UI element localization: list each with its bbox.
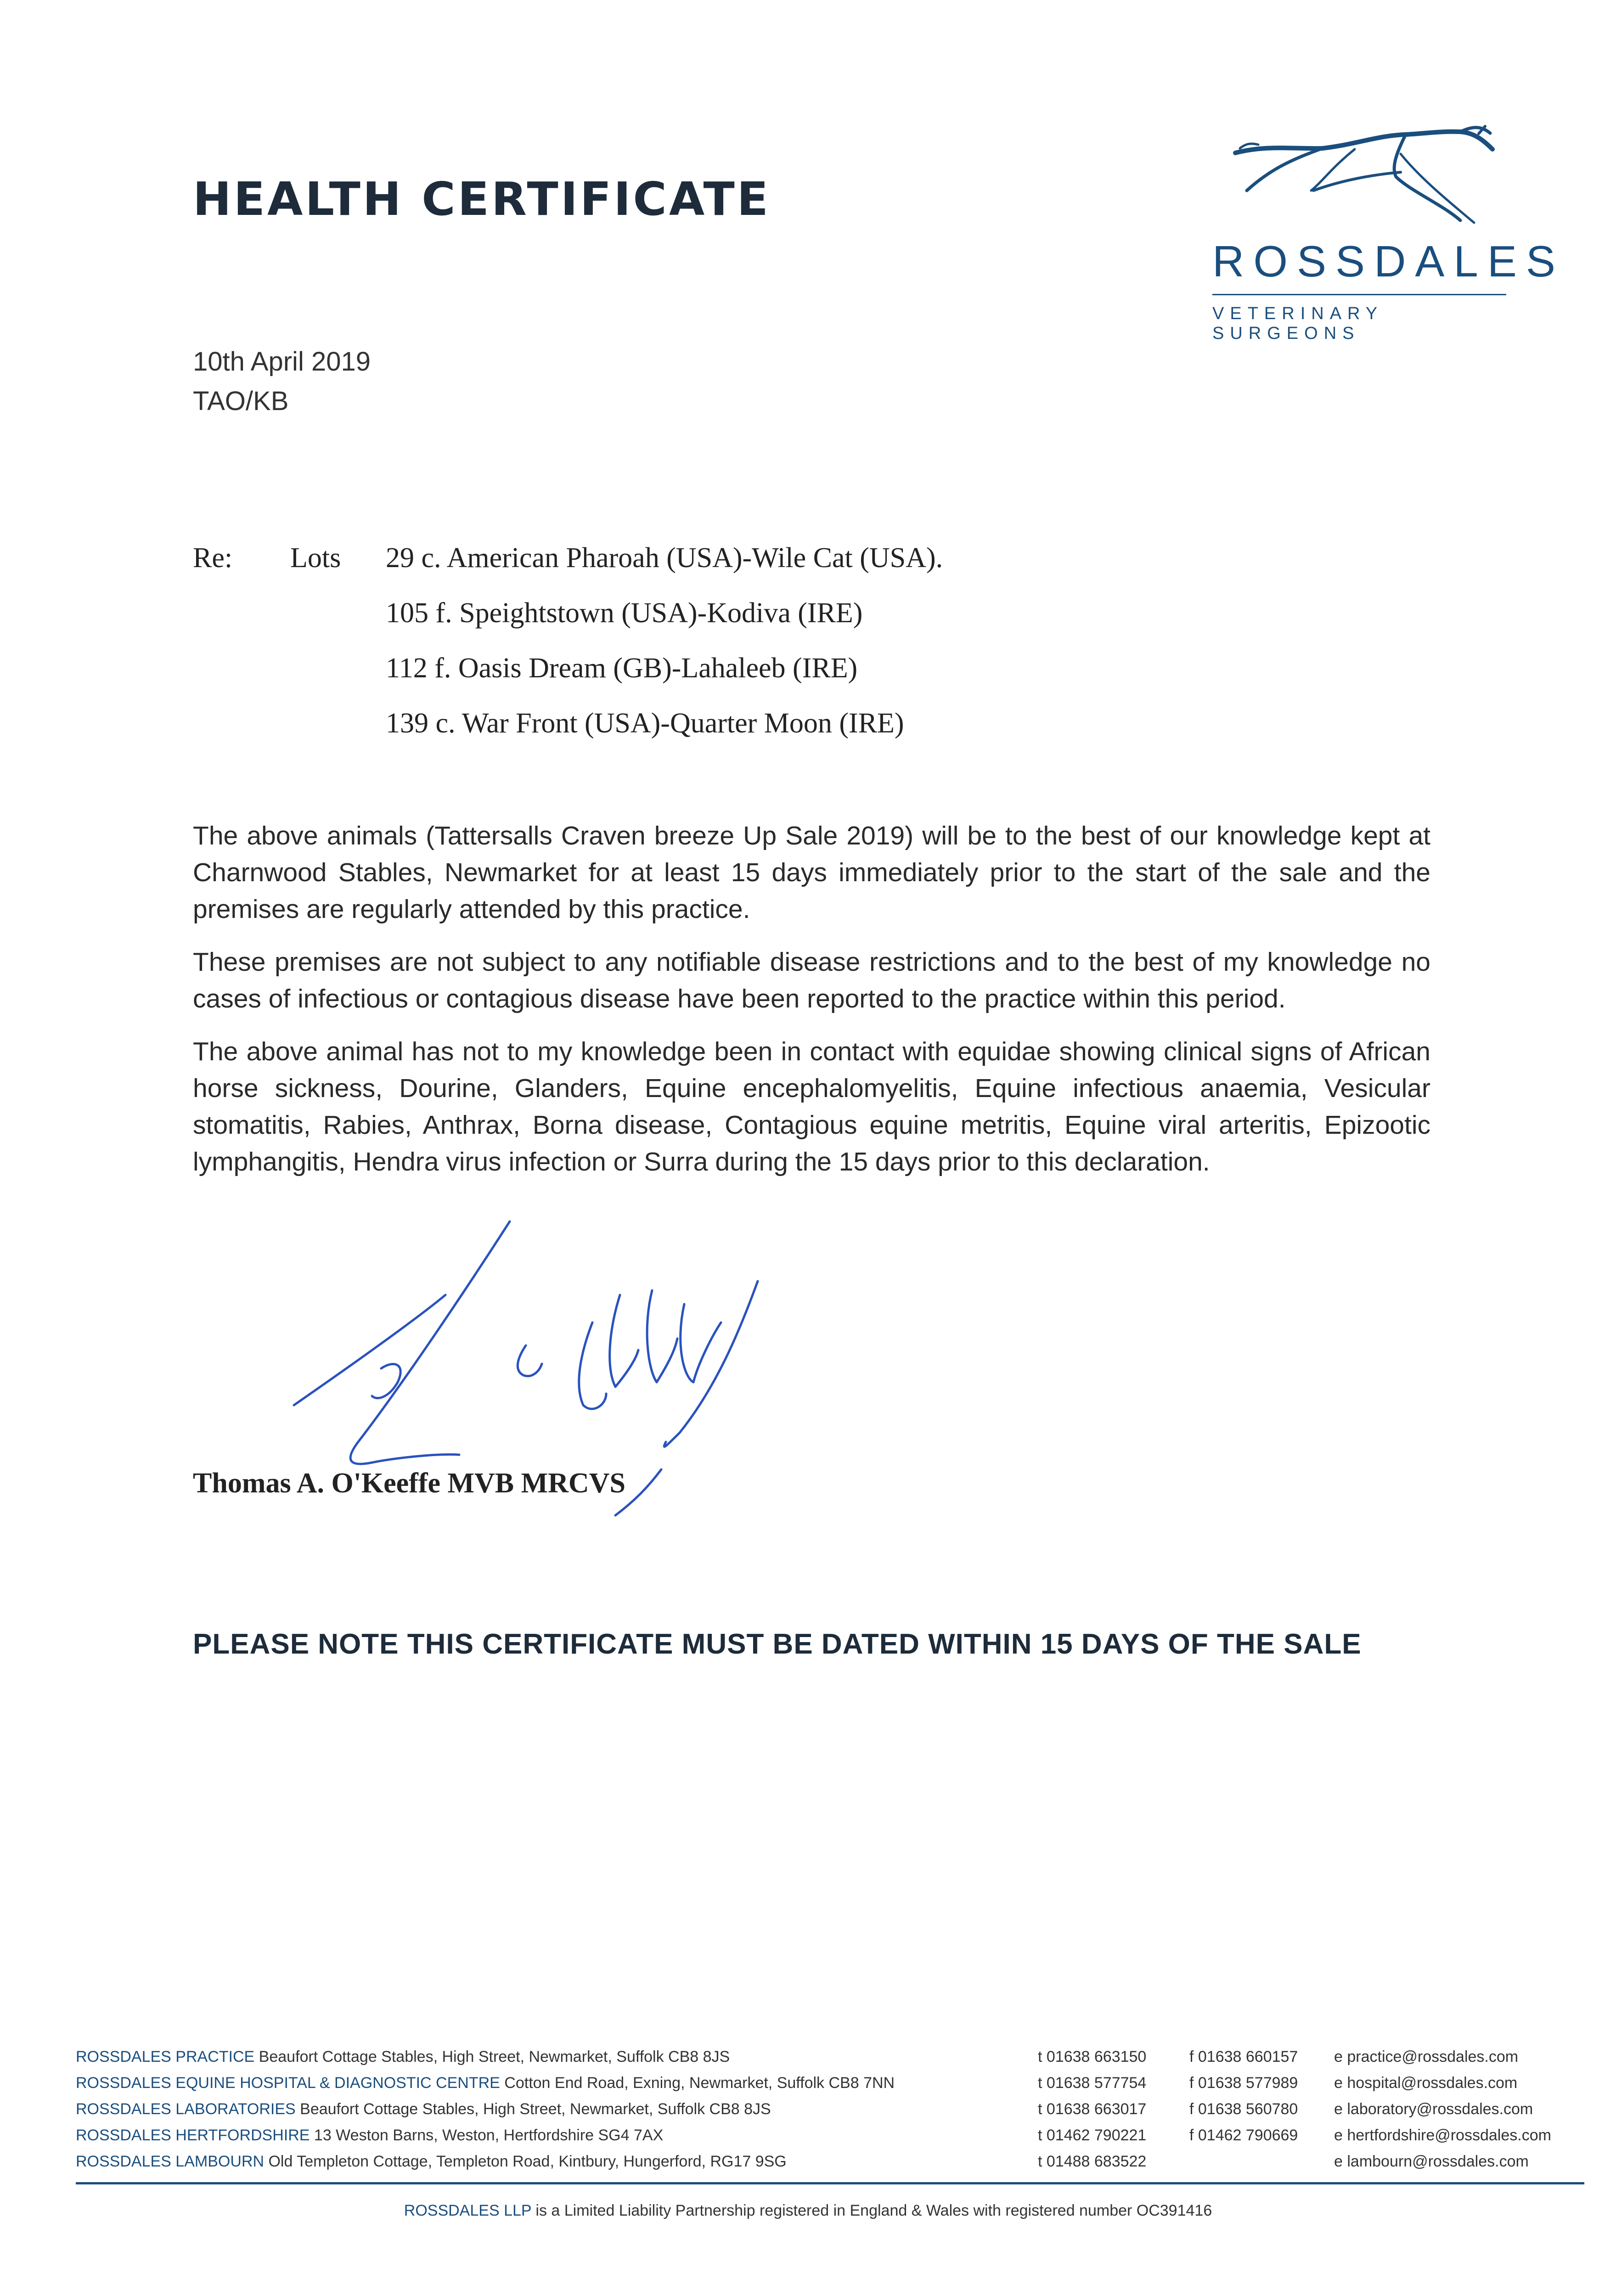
office-phone: t 01638 577754 — [1038, 2074, 1147, 2092]
office-fax: f 01462 790669 — [1189, 2127, 1298, 2144]
office-email: e lambourn@rossdales.com — [1334, 2153, 1529, 2170]
paragraph-keeping: The above animals (Tattersalls Craven breeze Up Sale 2019) will be to the best of our knowledge kept at Charnwood Stables, Newmarket for at least 15 days immediately prior to the start of the sale and the premises are regularly attended by this practice. — [193, 821, 1430, 924]
rossdales-logo — [1203, 99, 1565, 343]
lot-item: 112 f. Oasis Dream (GB)-Lahaleeb (IRE) — [386, 653, 858, 684]
office-address: 13 Weston Barns, Weston, Hertfordshire SG4 7AX — [314, 2127, 664, 2144]
document-reference: TAO/KB — [193, 386, 289, 416]
office-email: e laboratory@rossdales.com — [1334, 2100, 1533, 2118]
office-email: e hospital@rossdales.com — [1334, 2074, 1518, 2092]
office-phone: t 01488 683522 — [1038, 2153, 1147, 2170]
horse-logo-icon — [1203, 99, 1506, 250]
office-phone: t 01638 663150 — [1038, 2048, 1147, 2065]
llp-text: is a Limited Liability Partnership registered in England & Wales with registered number OC391416 — [535, 2202, 1212, 2219]
lot-item: 29 c. American Pharoah (USA)-Wile Cat (USA). — [386, 542, 943, 574]
lot-item: 139 c. War Front (USA)-Quarter Moon (IRE) — [386, 708, 904, 739]
footer-divider — [76, 2182, 1584, 2184]
llp-registration — [0, 2202, 1616, 2220]
logo-wordmark: ROSSDALES — [1212, 237, 1565, 286]
re-label: Re: — [193, 542, 233, 574]
office-fax: f 01638 577989 — [1189, 2074, 1298, 2092]
office-fax: f 01638 660157 — [1189, 2048, 1298, 2065]
llp-name: ROSSDALES LLP — [404, 2202, 531, 2219]
footer-office-row — [76, 2153, 787, 2178]
office-address: Beaufort Cottage Stables, High Street, Newmarket, Suffolk CB8 8JS — [259, 2048, 730, 2065]
footer-office-row — [76, 2074, 895, 2100]
footer-office-row — [76, 2100, 771, 2126]
document-meta — [193, 342, 371, 421]
office-address: Old Templeton Cottage, Templeton Road, Kintbury, Hungerford, RG17 9SG — [268, 2153, 787, 2170]
footer-office-row — [76, 2127, 663, 2152]
certificate-note: PLEASE NOTE THIS CERTIFICATE MUST BE DATED WITHIN 15 DAYS OF THE SALE — [193, 1628, 1362, 1660]
document-date: 10th April 2019 — [193, 347, 371, 377]
office-phone: t 01462 790221 — [1038, 2127, 1147, 2144]
office-email: e hertfordshire@rossdales.com — [1334, 2127, 1551, 2144]
office-fax: f 01638 560780 — [1189, 2100, 1298, 2118]
office-address: Beaufort Cottage Stables, High Street, Newmarket, Suffolk CB8 8JS — [300, 2100, 771, 2118]
office-phone: t 01638 663017 — [1038, 2100, 1147, 2118]
office-name: ROSSDALES PRACTICE — [76, 2048, 255, 2065]
office-name: ROSSDALES EQUINE HOSPITAL & DIAGNOSTIC CENTRE — [76, 2074, 500, 2092]
paragraph-contact: The above animal has not to my knowledge been in contact with equidae showing clinical signs of African horse sickness, Dourine, Glanders, Equine encephalomyelitis, Equine infectious anaemia, Vesicular stomatitis, Rabies, Anthrax, Borna disease, Contagious equine metritis, Equine viral arteritis, Epizootic lymphangitis, Hendra virus infection or Surra during the 15 days prior to this declaration. — [193, 1037, 1430, 1176]
office-name: ROSSDALES LABORATORIES — [76, 2100, 296, 2118]
paragraph-restrictions: These premises are not subject to any notifiable disease restrictions and to the best of my knowledge no cases of infectious or contagious disease have been reported to the practice within this period. — [193, 947, 1430, 1013]
signatory-name: Thomas A. O'Keeffe MVB MRCVS — [193, 1468, 625, 1499]
logo-divider — [1212, 294, 1506, 295]
certificate-title: HEALTH CERTIFICATE — [193, 172, 771, 226]
footer-office-row — [76, 2048, 730, 2074]
office-email: e practice@rossdales.com — [1334, 2048, 1519, 2065]
logo-subtitle: VETERINARY SURGEONS — [1212, 304, 1383, 343]
lot-item: 105 f. Speightstown (USA)-Kodiva (IRE) — [386, 597, 863, 629]
office-address: Cotton End Road, Exning, Newmarket, Suffolk CB8 7NN — [504, 2074, 895, 2092]
office-name: ROSSDALES HERTFORDSHIRE — [76, 2127, 310, 2144]
office-name: ROSSDALES LAMBOURN — [76, 2153, 264, 2170]
lots-label: Lots — [290, 542, 341, 574]
